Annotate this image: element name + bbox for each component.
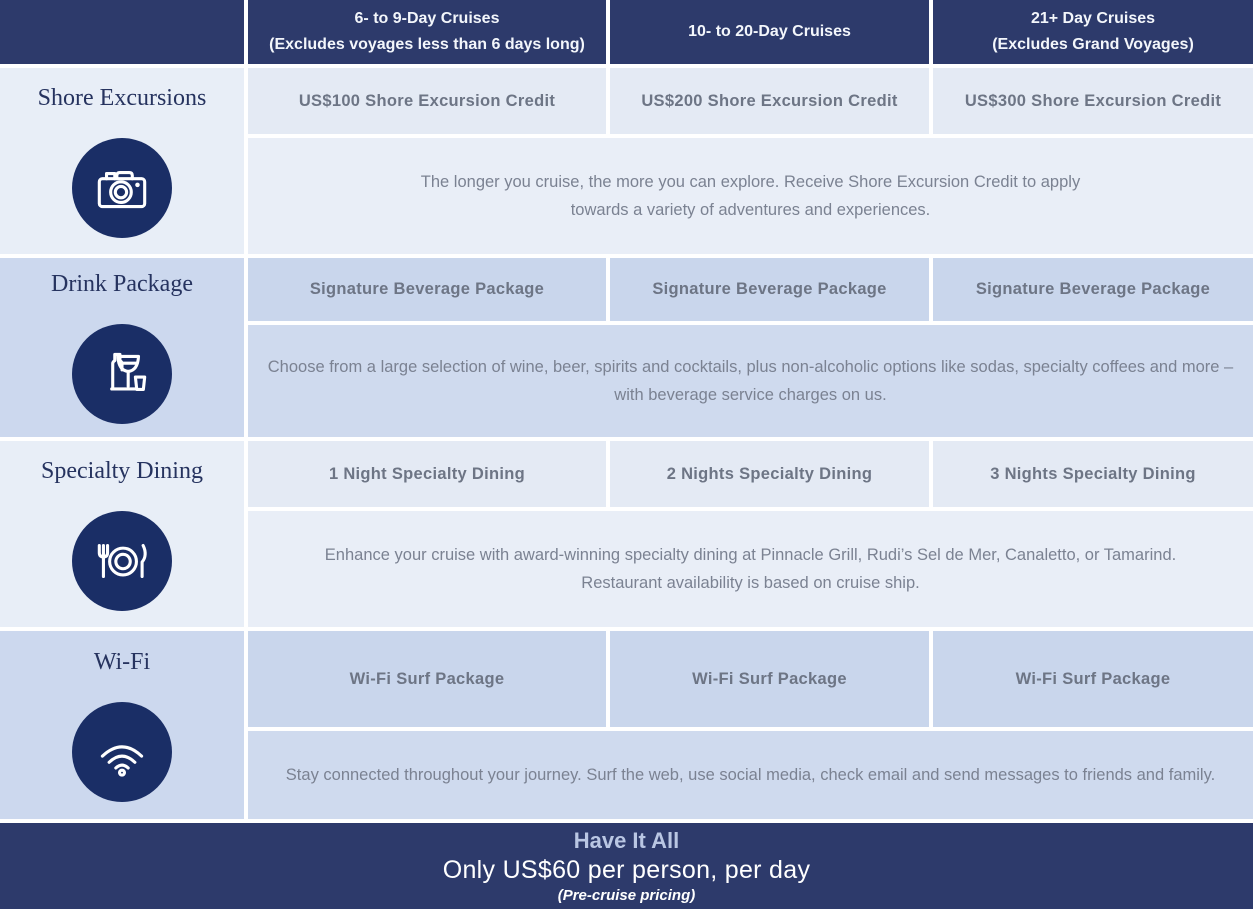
row-label-specialty-dining — [0, 441, 244, 627]
column-title: 21+ Day Cruises — [1030, 10, 1156, 28]
wifi-icon — [72, 702, 172, 802]
value-cell: 2 Nights Specialty Dining — [610, 441, 929, 507]
value-cell: US$100 Shore Excursion Credit — [248, 68, 606, 134]
row-label-wifi — [0, 631, 244, 819]
column-title: 10- to 20-Day Cruises — [688, 23, 851, 41]
description-line: Restaurant availability is based on cruise ship. — [581, 574, 920, 592]
description-drink-package — [248, 325, 1253, 437]
value-cell: Wi-Fi Surf Package — [248, 631, 606, 727]
description-wifi — [248, 731, 1253, 819]
banner-note: (Pre-cruise pricing) — [557, 887, 696, 904]
value-cell: Wi-Fi Surf Package — [933, 631, 1253, 727]
dining-icon — [72, 511, 172, 611]
value-cell: US$300 Shore Excursion Credit — [933, 68, 1253, 134]
value-cell: 1 Night Specialty Dining — [248, 441, 606, 507]
row-label-shore-excursions — [0, 68, 244, 254]
column-subtitle: (Excludes voyages less than 6 days long) — [269, 36, 585, 53]
value-cell: US$200 Shore Excursion Credit — [610, 68, 929, 134]
value-cell: Signature Beverage Package — [933, 258, 1253, 321]
category-label: Shore Excursions — [37, 84, 207, 111]
description-shore-excursions — [248, 138, 1253, 254]
have-it-all-banner — [0, 823, 1253, 909]
column-header-21-plus-day — [933, 0, 1253, 64]
description-specialty-dining — [248, 511, 1253, 627]
column-header-10-20-day — [610, 0, 929, 64]
drinks-icon — [72, 324, 172, 424]
camera-icon — [72, 138, 172, 238]
value-cell: Signature Beverage Package — [248, 258, 606, 321]
description-line: towards a variety of adventures and experiences. — [570, 201, 931, 219]
category-label: Wi-Fi — [93, 648, 151, 675]
column-title: 6- to 9-Day Cruises — [354, 10, 500, 28]
header-corner-block — [0, 0, 244, 64]
column-subtitle: (Excludes Grand Voyages) — [992, 36, 1194, 53]
value-cell: Signature Beverage Package — [610, 258, 929, 321]
description-line: The longer you cruise, the more you can explore. Receive Shore Excursion Credit to apply — [420, 172, 1081, 191]
value-cell: 3 Nights Specialty Dining — [933, 441, 1253, 507]
description-line: Enhance your cruise with award-winning specialty dining at Pinnacle Grill, Rudi’s Sel de Mer, Canaletto, or Tamarind. — [324, 545, 1177, 564]
banner-title: Have It All — [573, 828, 680, 853]
category-label: Specialty Dining — [41, 457, 203, 484]
description-line: with beverage service charges on us. — [614, 386, 887, 404]
description-line: Stay connected throughout your journey. Surf the web, use social media, check email and send messages to friends and family. — [285, 765, 1216, 784]
column-header-6-9-day — [248, 0, 606, 64]
banner-price: Only US$60 per person, per day — [442, 856, 811, 884]
description-line: Choose from a large selection of wine, beer, spirits and cocktails, plus non-alcoholic options like sodas, specialty coffees and more – — [267, 357, 1234, 376]
category-label: Drink Package — [51, 271, 193, 297]
value-cell: Wi-Fi Surf Package — [610, 631, 929, 727]
row-label-drink-package — [0, 258, 244, 437]
